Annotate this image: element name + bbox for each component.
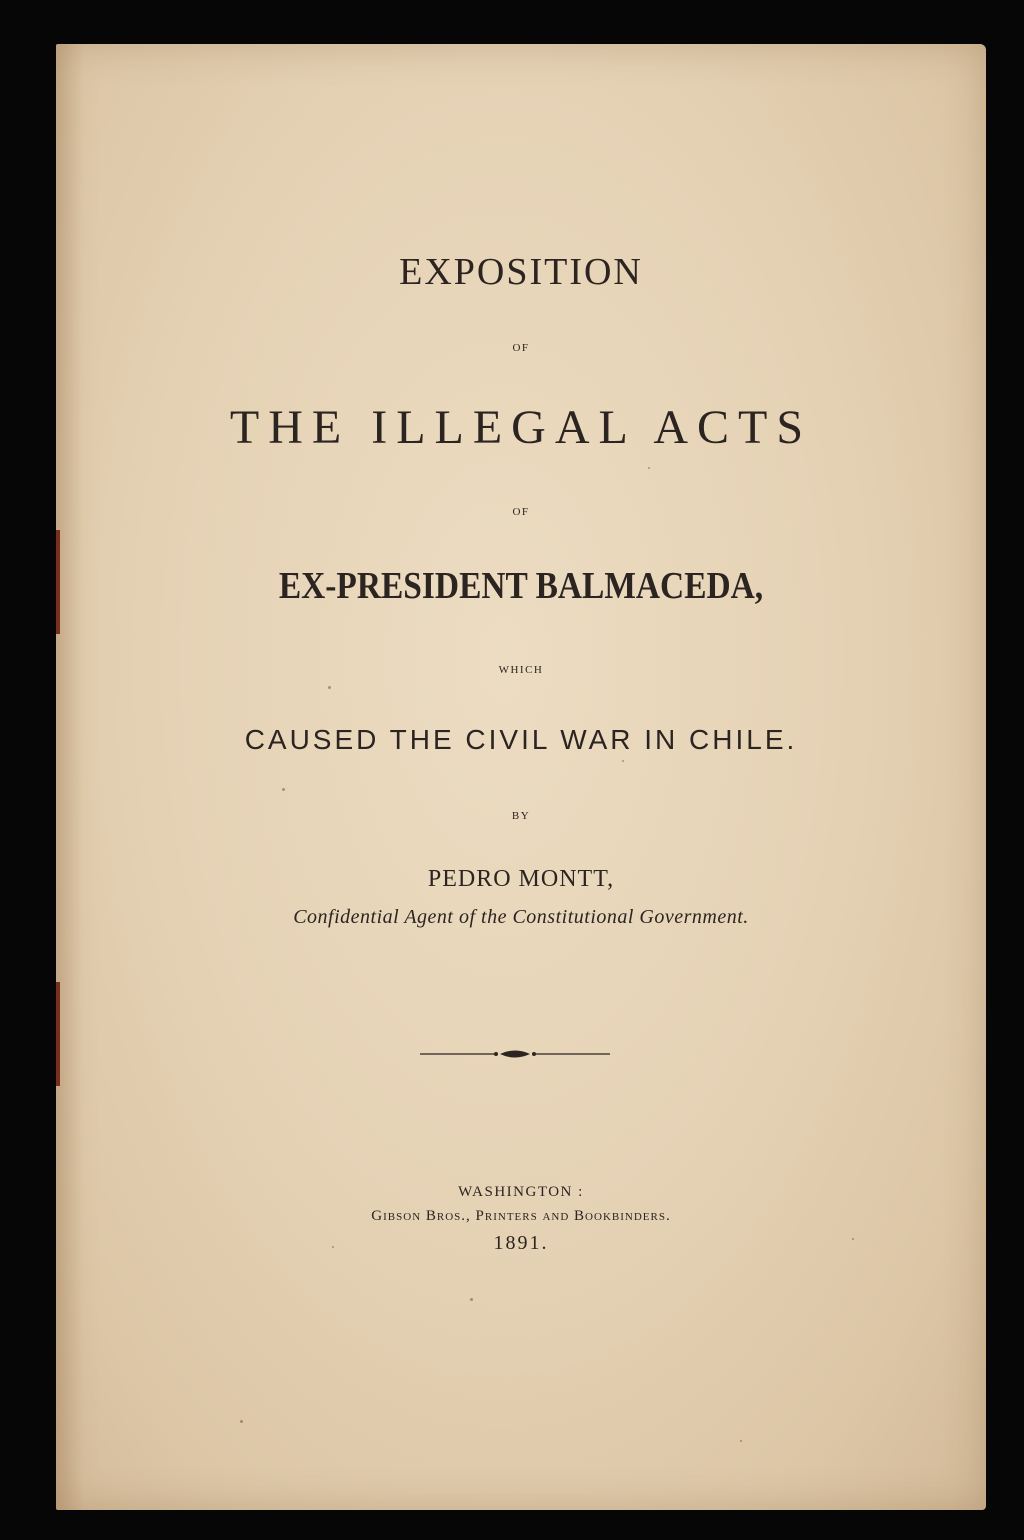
- title-line-exposition: EXPOSITION: [399, 251, 643, 293]
- title-line-civil-war: CAUSED THE CIVIL WAR IN CHILE.: [244, 724, 798, 755]
- paper-speck: [328, 686, 331, 689]
- paper-speck: [648, 467, 650, 469]
- paper-speck: [740, 1440, 742, 1442]
- paper-speck: [282, 788, 285, 791]
- paper-speck: [852, 1238, 854, 1240]
- author-name: PEDRO MONTT,: [427, 866, 615, 892]
- connector-of-1: OF: [512, 342, 530, 354]
- paper-speck: [622, 760, 624, 762]
- imprint-printer: Gibson Bros., Printers and Bookbinders.: [371, 1208, 671, 1224]
- staple-top: [56, 530, 60, 634]
- paper-speck: [332, 1246, 334, 1248]
- title-line-illegal-acts: THE ILLEGAL ACTS: [229, 401, 813, 454]
- imprint-place: WASHINGTON :: [458, 1184, 584, 1200]
- paper-speck: [240, 1420, 243, 1423]
- connector-by: BY: [511, 810, 531, 822]
- connector-of-2: OF: [512, 506, 530, 518]
- title-line-ex-president: EX-PRESIDENT BALMACEDA,: [278, 565, 764, 607]
- connector-which: WHICH: [498, 664, 544, 676]
- ornamental-rule-icon: [420, 1046, 610, 1062]
- staple-bottom: [56, 982, 60, 1086]
- author-role: Confidential Agent of the Constitutional Government.: [293, 906, 749, 928]
- imprint-year: 1891.: [493, 1232, 549, 1254]
- paper-speck: [470, 1298, 473, 1301]
- title-page: [56, 44, 986, 1510]
